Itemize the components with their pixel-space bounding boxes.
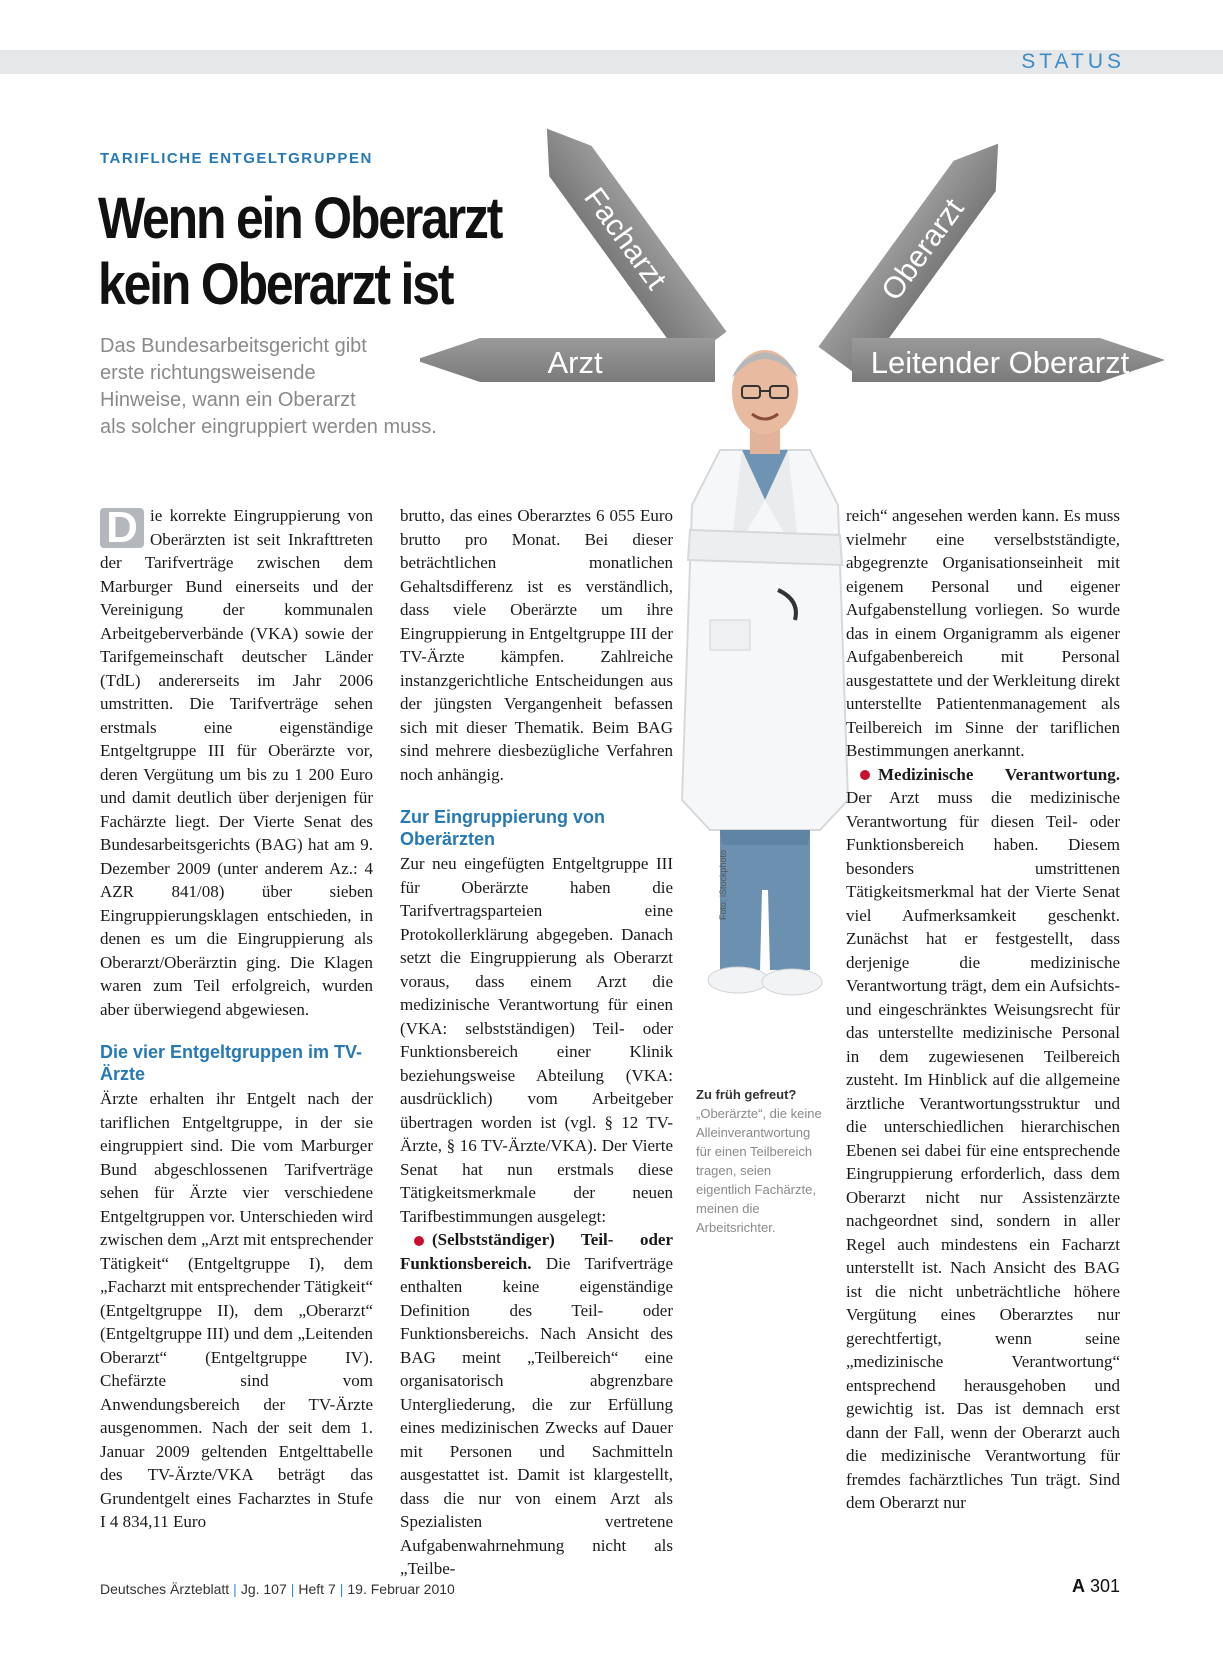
- body-column-1: [100, 504, 373, 1534]
- page-number-value: 301: [1089, 1576, 1120, 1596]
- bullet-title: (Selbstständiger) Teil- oder Funktionsbereich.: [400, 1230, 673, 1273]
- photo-credit: Foto: iStockphoto: [718, 849, 728, 920]
- bullet-dot-icon: [414, 1236, 424, 1246]
- caption-title: Zu früh gefreut?: [696, 1087, 797, 1102]
- deck-line: Hinweise, wann ein Oberarzt: [100, 389, 356, 411]
- photo-caption: [696, 1085, 826, 1237]
- bullet-paragraph: [846, 763, 1120, 1515]
- subheading: Die vier Entgeltgruppen im TV-Ärzte: [100, 1042, 363, 1084]
- section-label: STATUS: [1021, 50, 1125, 73]
- bullet-title: Medizinische Verantwortung.: [878, 764, 1120, 784]
- bullet-dot-icon: [860, 770, 870, 780]
- page-prefix: A: [1071, 1576, 1085, 1596]
- deck-line: als solcher eingruppiert werden muss.: [100, 416, 437, 438]
- bullet-text: Der Arzt muss die medizinische Verantwortung für diesen Teil- oder Funktionsbereich haben. Diesem besonders umstrittenen Tätigkeitsmerkmal hat der Vierte Senat viel Aufmerksamkeit geschenkt. Zunächst hat er festgestellt, dass derjenige die medizinische Verantwortung trägt, dem ein Aufsichts- und eingeschränktes Weisungsrecht für das unterstellte medizinische Personal in dem zugewiesenen Teilbereich zusteht. Im Hinblick auf die allgemeine ärztliche Verantwortungsstruktur und die unterschiedlichen hierarchischen Ebenen sei dabei für eine entsprechende Eingruppierung erforderlich, dass dem Oberarzt nicht nur Assistenzärzte nachgeordnet sind, sondern in aller Regel auch mindestens ein Facharzt unterstellt ist. Nach Ansicht des BAG ist die nicht unbeträchtliche höhere Vergütung eines Oberarztes nur gerechtfertigt, wenn seine „medizinische Verantwortung“ entsprechend herausgehoben und gewichtig ist. Das ist demnach erst dann der Fall, wenn der Oberarzt auch die medizinische Verantwortung für fremdes fachärztliches Tun trägt. Sind dem Oberarzt nur: [846, 788, 1120, 1512]
- bullet-text: Die Tarifverträge enthalten keine eigenständige Definition des Teil- oder Funktionsbereichs. Nach Ansicht des BAG meint „Teilbereich“ eine organisatorisch abgrenzbare Untergliederung, die zur Erfüllung eines medizinischen Zwecks auf Dauer mit Personen und Sachmitteln ausgestattet ist. Damit ist klargestellt, dass die nur von einem Arzt als Spezialisten vertretene Aufgabenwahrnehmung nicht als „Teilbe-: [400, 1253, 673, 1578]
- footer-separator: |: [290, 1581, 295, 1597]
- deck-line: erste richtungsweisende: [100, 362, 316, 384]
- footer-date: 19. Februar 2010: [347, 1581, 455, 1597]
- arrow-label-arzt: Arzt: [547, 345, 603, 380]
- paragraph: reich“ angesehen werden kann. Es muss vielmehr eine verselbstständigte, abgegrenzte Organisationseinheit mit eigenem Personal und eigener Aufgabenstellung vorliegen. So wurde das in einem Organigramm als eigener Aufgabenbereich mit Personal ausgestattete und der Werkleitung direkt unterstellte Patientenmanagement als Teilbereich im Sinne der tariflichen Bestimmungen anerkannt.: [846, 506, 1121, 760]
- footer-separator: |: [233, 1581, 237, 1597]
- arrow-label-oberarzt: Oberarzt: [875, 192, 971, 307]
- article-kicker: TARIFLICHE ENTGELTGRUPPEN: [100, 150, 373, 167]
- paragraph: brutto, das eines Oberarztes 6 055 Euro brutto pro Monat. Bei dieser beträchtlichen monatlichen Gehaltsdifferenz ist es verständlich, dass viele Oberärzte um ihre Eingruppierung in Entgeltgruppe III der TV-Ärzte kämpfen. Zahlreiche instanzgerichtliche Entscheidungen aus der jüngsten Vergangenheit befassen sich mit dieser Thematik. Beim BAG sind mehrere diesbezügliche Verfahren noch anhängig.: [400, 506, 673, 784]
- paragraph: Ärzte erhalten ihr Entgelt nach der tariflichen Entgeltgruppe, in der sie eingruppiert sind. Die vom Marburger Bund abgeschlossenen Tarifverträge sehen für Ärzte vier verschiedene Entgeltgruppen vor. Unterschieden wird zwischen dem „Arzt mit entsprechender Tätigkeit“ (Entgeltgruppe I), dem „Facharzt mit entsprechender Tätigkeit“ (Entgeltgruppe II), dem „Oberarzt“ (Entgeltgruppe III) und dem „Leitenden Oberarzt“ (Entgeltgruppe IV). Chefärzte sind vom Anwendungsbereich der TV-Ärzte ausgenommen. Nach der seit dem 1. Januar 2009 geltenden Entgelttabelle des TV-Ärzte/VKA beträgt das Grundentgelt eines Facharztes in Stufe I 4 834,11 Euro: [100, 1089, 373, 1531]
- paragraph: Zur neu eingefügten Entgeltgruppe III für Oberärzte haben die Tarifvertragsparteien eine Protokollerklärung abgegeben. Danach setzt die Eingruppierung als Oberarzt voraus, dass einem Arzt die medizinische Verantwortung für einen (VKA: selbstständigen) Teil- oder Funktionsbereich einer Klinik beziehungsweise Abteilung (VKA: ausdrücklich) vom Arbeitgeber übertragen worden ist (vgl. § 12 TV-Ärzte, § 16 TV-Ärzte/VKA). Der Vierte Senat hat nun erstmals diese Tätigkeitsmerkmale der neuen Tarifbestimmungen ausgelegt:: [400, 854, 673, 1226]
- subheading: Zur Eingruppierung von Oberärzten: [400, 807, 605, 849]
- caption-text: „Oberärzte“, die keine Alleinverantwortung für einen Teilbereich tragen, seien eigentlich Fachärzte, meinen die Arbeitsrichter.: [696, 1106, 822, 1235]
- arrow-leitender-oberarzt: [852, 338, 1165, 382]
- arrow-label-leitender-oberarzt: Leitender Oberarzt: [870, 345, 1130, 380]
- body-column-3: [846, 504, 1120, 1515]
- body-column-2: [400, 504, 673, 1581]
- footer-publication: Deutsches Ärzteblatt: [100, 1581, 230, 1597]
- arrow-facharzt: [526, 113, 727, 362]
- paragraph: [100, 504, 373, 1021]
- footer-issue: Heft 7: [298, 1581, 336, 1597]
- page-number: [1072, 1576, 1120, 1597]
- deck-line: Das Bundesarbeitsgericht gibt: [100, 335, 367, 357]
- paragraph-text: ie korrekte Eingruppierung von Oberärzten ist seit Inkrafttreten der Tarifverträge zwischen dem Marburger Bund einerseits und der Vereinigung der kommunalen Arbeitgeberverbände (VKA) sowie der Tarifgemeinschaft deutscher Länder (TdL) andererseits im Jahr 2006 umstritten. Die Tarifverträge sehen erstmals eine eigenständige Entgeltgruppe III für Oberärzte vor, deren Vergütung um bis zu 1 200 Euro und damit deutlich über derjenigen für Fachärzte liegt. Der Vierte Senat des Bundesarbeitsgerichts (BAG) hat am 9. Dezember 2009 (unter anderem Az.: 4 AZR 841/08) über sieben Eingruppierungsklagen entschieden, in denen es um die Eingruppierung als Oberarzt/Oberärztin ging. Die Klagen waren zum Teil erfolgreich, wurden aber überwiegend abgewiesen.: [100, 506, 373, 1019]
- bullet-paragraph: [400, 1228, 673, 1581]
- footer-publication-info: [100, 1581, 455, 1597]
- headline-line-1: Wenn ein Oberarzt: [98, 186, 502, 251]
- footer-separator: |: [339, 1581, 344, 1597]
- arrow-label-facharzt: Facharzt: [577, 181, 673, 296]
- dropcap: D: [100, 508, 144, 548]
- footer-volume: Jg. 107: [240, 1581, 287, 1597]
- doctor-photo: [670, 330, 860, 1060]
- headline-line-2: kein Oberarzt ist: [98, 252, 453, 317]
